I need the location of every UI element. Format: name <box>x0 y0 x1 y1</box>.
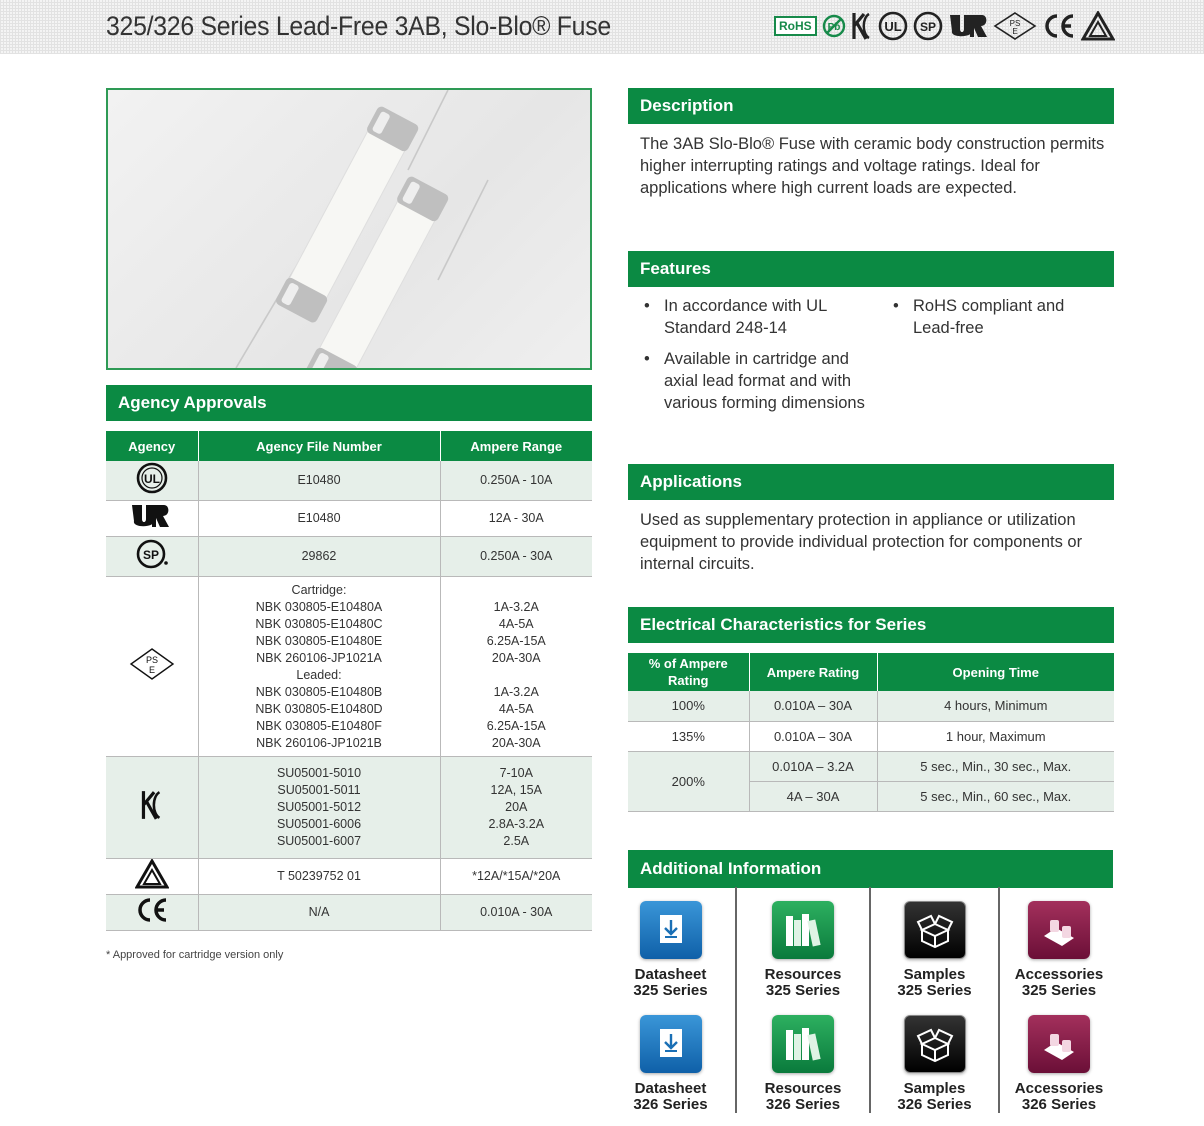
kc-icon <box>106 757 198 859</box>
table-row <box>106 577 592 757</box>
table-row <box>106 895 592 931</box>
agency-approvals-heading: Agency Approvals <box>106 385 592 421</box>
file-number: E10480 <box>198 501 440 537</box>
feature-item: • In accordance with UL Standard 248-14 <box>644 297 827 337</box>
samples-326-link[interactable]: Samples 326 Series <box>871 999 1000 1113</box>
svg-text:SP: SP <box>142 548 159 562</box>
product-photo <box>106 88 592 370</box>
rohs-badge: RoHS <box>774 16 817 36</box>
pse-label: PS <box>1009 19 1021 28</box>
additional-info-grid <box>606 887 1126 1113</box>
accessories-holder-icon <box>1028 1015 1090 1073</box>
certification-marks <box>774 10 1115 42</box>
pse-range-list: 1A-3.2A 4A-5A 6.25A-15A 20A-30A 1A-3.2A 4A-5A 6.25A-15A 20A-30A <box>440 577 592 757</box>
ul-recognized-icon <box>106 501 198 537</box>
ul-listed-icon <box>106 461 198 501</box>
table-row <box>106 461 592 501</box>
pse-sub: E <box>1012 27 1018 36</box>
applications-heading: Applications <box>628 464 1114 500</box>
accessories-holder-icon <box>1028 901 1090 959</box>
pse-icon <box>106 577 198 757</box>
description-heading: Description <box>628 88 1114 124</box>
table-row: 135% 0.010A – 30A 1 hour, Maximum <box>628 721 1114 751</box>
pb-label: Pb <box>827 22 841 33</box>
col-opening-time: Opening Time <box>877 653 1114 691</box>
file-number: E10480 <box>198 461 440 501</box>
svg-text:SP: SP <box>919 20 936 34</box>
ampere-range: 12A - 30A <box>440 501 592 537</box>
table-row <box>106 859 592 895</box>
col-agency: Agency <box>106 431 198 461</box>
csa-mark-icon <box>913 11 943 41</box>
applications-text: Used as supplementary protection in appliance or utilization equipment to provide individual protection for components or internal circuits. <box>640 511 1083 573</box>
ampere-range: 0.250A - 30A <box>440 537 592 577</box>
resources-325-link[interactable]: Resources 325 Series <box>737 887 871 999</box>
description-text: The 3AB Slo-Blo® Fuse with ceramic body construction permits higher interrupting ratings and voltage ratings. Ideal for applications where high current loads are expected. <box>640 135 1105 197</box>
page-title: 325/326 Series Lead-Free 3AB, Slo-Blo® Fuse <box>106 11 611 41</box>
kc-file-list: SU05001-5010 SU05001-5011 SU05001-5012 SU05001-6006 SU05001-6007 <box>198 757 440 859</box>
feature-item: • Available in cartridge and axial lead format and with various forming dimensions <box>644 350 865 412</box>
samples-box-icon <box>904 1015 966 1073</box>
col-file-number: Agency File Number <box>198 431 440 461</box>
resources-books-icon <box>772 901 834 959</box>
kc-mark-icon <box>851 11 873 41</box>
ul-mark-icon <box>878 11 908 41</box>
table-row <box>106 501 592 537</box>
ce-mark-icon <box>1042 12 1076 40</box>
datasheet-326-link[interactable]: Datasheet 326 Series <box>606 999 737 1113</box>
pse-file-list: Cartridge: NBK 030805-E10480A NBK 030805-E10480C NBK 030805-E10480E NBK 260106-JP1021A Leaded: NBK 030805-E10480B NBK 030805-E10480D NBK 030805-E10480F NBK 260106-JP1021B <box>198 577 440 757</box>
samples-box-icon <box>904 901 966 959</box>
col-ampere-rating: Ampere Rating <box>749 653 877 691</box>
svg-text:E: E <box>148 665 155 675</box>
ampere-range: 0.250A - 10A <box>440 461 592 501</box>
csa-icon <box>106 537 198 577</box>
pse-mark-icon <box>993 11 1037 41</box>
datasheet-325-link[interactable]: Datasheet 325 Series <box>606 887 737 999</box>
svg-text:UL: UL <box>143 472 160 486</box>
file-number: 29862 <box>198 537 440 577</box>
ampere-range: 0.010A - 30A <box>440 895 592 931</box>
accessories-326-link[interactable]: Accessories 326 Series <box>1000 999 1118 1113</box>
table-row <box>106 537 592 577</box>
ccc-triangle-icon <box>1081 11 1115 41</box>
table-row: 100% 0.010A – 30A 4 hours, Minimum <box>628 691 1114 721</box>
datasheet-icon <box>640 901 702 959</box>
table-row: 200% 0.010A – 3.2A 5 sec., Min., 30 sec., Max. <box>628 751 1114 781</box>
electrical-table <box>628 653 1114 812</box>
resources-books-icon <box>772 1015 834 1073</box>
agency-approvals-table <box>106 431 592 931</box>
col-ampere-range: Ampere Range <box>440 431 592 461</box>
datasheet-icon <box>640 1015 702 1073</box>
ur-mark-icon <box>948 12 988 40</box>
file-number: N/A <box>198 895 440 931</box>
additional-info-heading: Additional Information <box>628 850 1113 888</box>
lead-free-icon <box>822 14 846 38</box>
resources-326-link[interactable]: Resources 326 Series <box>737 999 871 1113</box>
table-row: 4A – 30A 5 sec., Min., 60 sec., Max. <box>628 781 1114 811</box>
features-heading: Features <box>628 251 1114 287</box>
footnote: * Approved for cartridge version only <box>106 949 284 961</box>
ul-label: UL <box>884 19 902 34</box>
svg-text:PS: PS <box>145 655 158 665</box>
table-row <box>106 757 592 859</box>
electrical-heading: Electrical Characteristics for Series <box>628 607 1114 643</box>
ccc-triangle-icon <box>106 859 198 895</box>
col-percent-rating: % of Ampere Rating <box>628 653 749 691</box>
file-number: T 50239752 01 <box>198 859 440 895</box>
feature-item: • RoHS compliant and Lead-free <box>893 297 1065 337</box>
accessories-325-link[interactable]: Accessories 325 Series <box>1000 887 1118 999</box>
page-header <box>0 0 1204 54</box>
ampere-range: *12A/*15A/*20A <box>440 859 592 895</box>
kc-range-list: 7-10A 12A, 15A 20A 2.8A-3.2A 2.5A <box>440 757 592 859</box>
samples-325-link[interactable]: Samples 325 Series <box>871 887 1000 999</box>
ce-icon <box>106 895 198 931</box>
